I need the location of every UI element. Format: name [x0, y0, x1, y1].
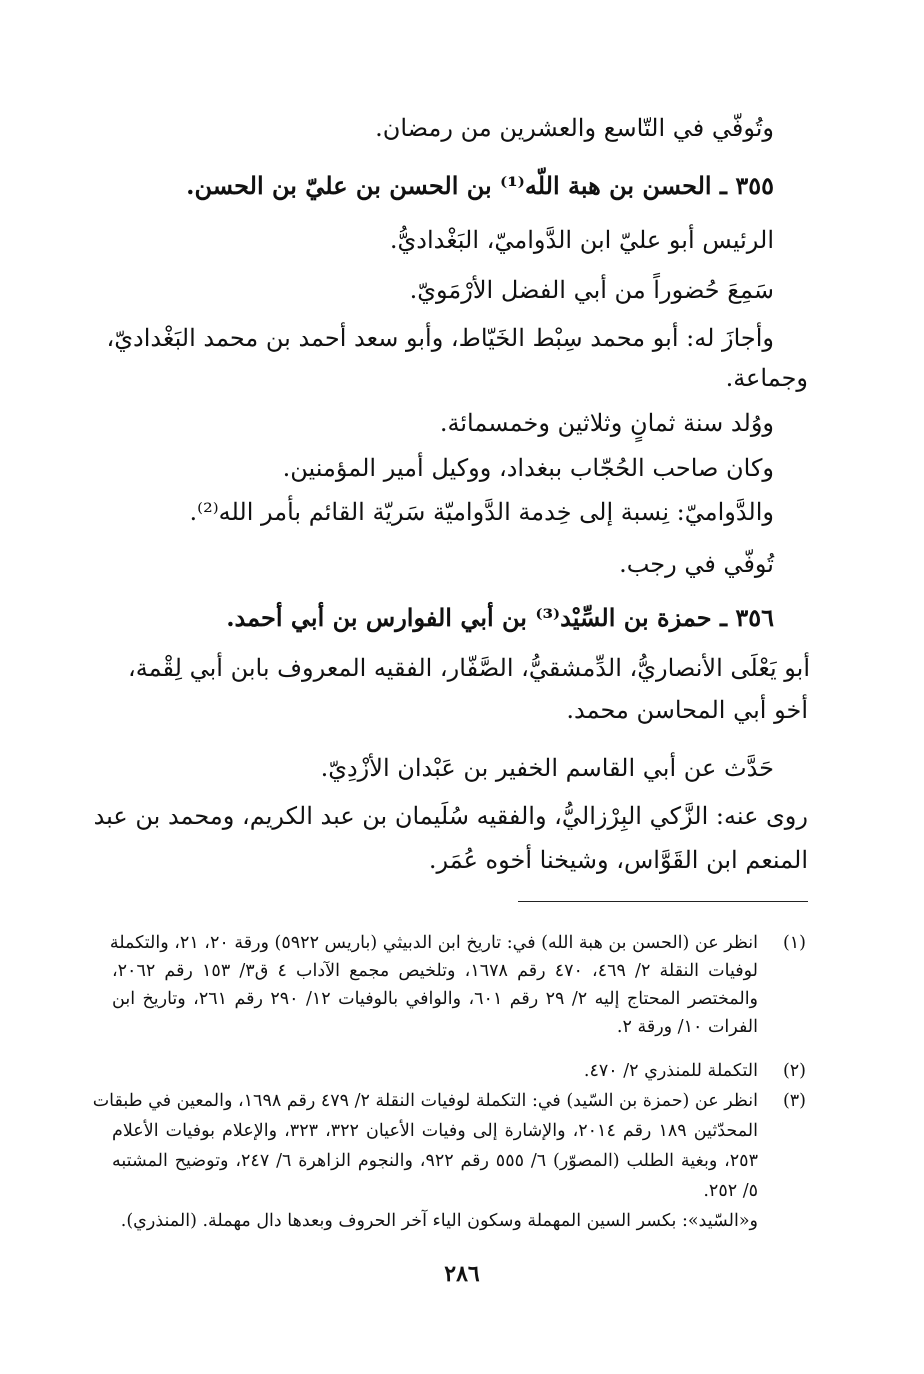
- footnote-line-1: [109, 930, 806, 956]
- footnote-text: الفرات ١٠/ ورقة ٢.: [616, 1017, 758, 1037]
- body-line-15: روى عنه: الزَّكي البِرْزاليُّ، والفقيه سُلَيمان بن عبد الكريم، ومحمد بن عبد: [93, 802, 808, 830]
- body-line-8: وكان صاحب الحُجّاب ببغداد، ووكيل أمير المؤمنين.: [282, 454, 774, 482]
- footnote-number: (٢): [782, 1061, 806, 1081]
- body-line-16: المنعم ابن القَوَّاس، وشيخنا أخوه عُمَر.: [428, 846, 808, 874]
- footnote-line-2: [112, 958, 806, 984]
- body-line-1: وتُوفّي في التّاسع والعشرين من رمضان.: [375, 114, 774, 142]
- footnote-text: التكملة للمنذري ٢/ ٤٧٠.: [583, 1061, 758, 1081]
- footnote-line-5: [112, 1058, 806, 1084]
- body-line-5: وأجازَ له: أبو محمد سِبْط الخَيّاط، وأبو سعد أحمد بن محمد البَغْداديّ،: [106, 324, 774, 352]
- body-line-6: وجماعة.: [725, 364, 808, 392]
- body-line-7: ووُلد سنة ثمانٍ وثلاثين وخمسمائة.: [439, 409, 774, 437]
- footnote-line-7: [112, 1118, 806, 1144]
- body-line-12: أبو يَعْلَى الأنصاريُّ، الدِّمشقيُّ، الصَّفّار، الفقيه المعروف بابن أبي لِقْمة،: [128, 654, 810, 682]
- body-line-10: تُوفّي في رجب.: [619, 550, 774, 578]
- footnote-text: ٢٥٣، وبغية الطلب (المصوّر) ٦/ ٥٥٥ رقم ٩٢٢، والنجوم الزاهرة ٦/ ٢٤٧، وتوضيح المشتبه: [112, 1151, 758, 1171]
- footnote-text: المحدّثين ١٨٩ رقم ٢٠١٤، والإشارة إلى وفيات الأعيان ٣٢٢، ٣٢٣، والإعلام بوفيات الأعلام: [112, 1121, 759, 1141]
- body-line-14: حَدَّث عن أبي القاسم الخفير بن عَبْدان الأزْدِيّ.: [320, 754, 774, 782]
- footnote-line-9: [112, 1178, 806, 1204]
- footnote-text: والمختصر المحتاج إليه ٢/ ٢٩ رقم ٦٠١، والوافي بالوفيات ١٢/ ٢٩٠ رقم ٢٦١، وتاريخ ابن: [112, 989, 759, 1009]
- footnote-text: ٥/ ٢٥٢.: [703, 1181, 758, 1201]
- footnote-number: (٣): [782, 1091, 806, 1111]
- footnote-line-4: [112, 1014, 806, 1040]
- footnote-text: انظر عن (حمزة بن السّيد) في: التكملة لوفيات النقلة ٢/ ٤٧٩ رقم ١٦٩٨، والمعين في طبقات: [92, 1091, 758, 1111]
- footnote-text: لوفيات النقلة ٢/ ٤٦٩، ٤٧٠ رقم ١٦٧٨، وتلخيص مجمع الآداب ٤ ق٣/ ١٥٣ رقم ٢٠٦٢،: [112, 961, 759, 981]
- footnote-line-10: [112, 1208, 806, 1234]
- footnote-text: انظر عن (الحسن بن هبة الله) في: تاريخ ابن الدبيثي (باريس ٥٩٢٢) ورقة ٢٠، ٢١، والتكملة: [109, 933, 758, 953]
- footnote-line-3: [112, 986, 806, 1012]
- entry-heading-355: ٣٥٥ ـ الحسن بن هبة اللّه⁽¹⁾ بن الحسن بن عليّ بن الحسن.: [186, 171, 774, 200]
- footnote-line-6: [92, 1088, 806, 1114]
- footnote-line-8: [112, 1148, 806, 1174]
- body-line-13: أخو أبي المحاسن محمد.: [566, 696, 808, 724]
- footnote-text: و«السّيد»: بكسر السين المهملة وسكون الياء آخر الحروف وبعدها دال مهملة. (المنذري).: [120, 1211, 758, 1231]
- entry-heading-356: ٣٥٦ ـ حمزة بن السِّيْد⁽³⁾ بن أبي الفوارس بن أبي أحمد.: [226, 603, 774, 632]
- body-line-9: والدَّواميّ: نِسبة إلى خِدمة الدَّواميّة سَريّة القائم بأمر الله⁽²⁾.: [189, 498, 774, 526]
- page-number: ٢٨٦: [444, 1261, 480, 1287]
- body-line-3: الرئيس أبو عليّ ابن الدَّواميّ، البَغْداديُّ.: [389, 226, 774, 254]
- footnote-separator: [518, 901, 808, 902]
- footnote-number: (١): [782, 933, 806, 953]
- body-line-4: سَمِعَ حُضوراً من أبي الفضل الأرْمَويّ.: [409, 276, 774, 304]
